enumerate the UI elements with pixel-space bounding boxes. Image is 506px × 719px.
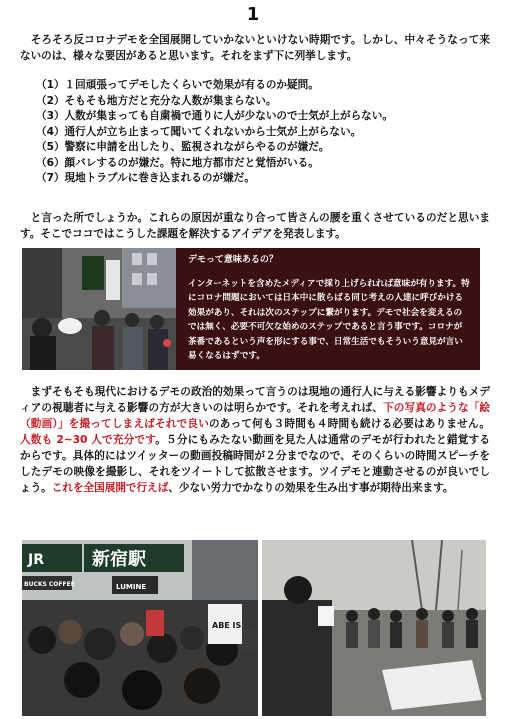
conclusion-paragraph: と言った所でしょうか。これらの原因が重なり合って皆さんの腰を重くさせているのだと思います。そこでココではこうした課題を解決するアイデアを発表します。: [20, 212, 490, 240]
shop-sign: BUCKS COFFEE: [24, 581, 75, 588]
rally-speech-photo: [262, 540, 486, 716]
intro-paragraph: そろそろ反コロナデモを全国展開していかないといけない時期です。しかし、中々そうなって来ないのは、様々な要因があると思います。それをまず下に列挙します。: [20, 34, 490, 62]
page-number: 1: [246, 4, 260, 25]
list-item: （4）通行人が立ち止まって聞いてくれないから士気が上がらない。: [36, 125, 362, 138]
list-item: （7）現地トラブルに巻き込まれるのが嫌だ。: [36, 172, 255, 184]
highlight-text-1: 下の写真のような「絵（動画）」を撮ってしまえばそれで良い: [20, 402, 491, 430]
lumine-sign: LUMINE: [116, 583, 147, 591]
problem-list: [36, 78, 476, 187]
info-box-title: デモって意味あるの？: [188, 255, 278, 265]
station-logo: JR: [28, 552, 44, 568]
list-item: （6）顔バレするのが嫌だ。特に地方都市だと覚悟がいる。: [36, 156, 319, 169]
list-item: （1）１回頑張ってデモしたくらいで効果が有るのか疑問。: [36, 79, 319, 91]
info-box-body: インターネットを含めたメディアで採り上げられれば意味が有ります。特にコロナ問題においては日本中に散らばる同じ考えの人達に呼びかける効果があり、それは次のステップに繋がります。デモで社会を変えるのでは無く、必要不可欠な始めのステップであると言う事です。コロナが茶番であるという声を形にする事で、日常生活でもそういう意見が言い易くなるはずです。: [188, 279, 470, 362]
station-sign: 新宿駅: [92, 549, 146, 570]
shinjuku-station-photo: [22, 540, 258, 716]
street-demo-photo: [22, 248, 176, 370]
highlight-text-2: 人数も 2~30 人で充分です: [20, 434, 156, 446]
list-item: （5）警察に申請を出したり、監視されながらやるのが嫌だ。: [36, 141, 330, 153]
placard-text: ABE IS: [212, 621, 242, 630]
main-text-2: のあって何も３時間も４時間も続ける必要はありません。: [209, 418, 491, 430]
main-text-3: 。５分にもみたない動画を見た人は通常のデモが行われたと錯覚するからです。具体的にはツイッターの動画投稿時間が２分までなので、そのくらいの時間スピーチをしたデモの映像を撮影し、それをツイートして拡散させます。ツイデモと連動させるのが良いでしょう。: [20, 434, 490, 494]
highlight-text-3: これを全国展開で行えば: [51, 482, 169, 494]
info-box: [176, 248, 480, 370]
list-item: （3）人数が集まっても自粛禍で通りに人が少ないので士気が上がらない。: [36, 110, 393, 122]
list-item: （2）そもそも地方だと充分な人数が集まらない。: [36, 94, 277, 107]
main-text-1: まずそもそも現代におけるデモの政治的効果って言うのは現地の通行人に与える影響よりもメディアの視聴者に与える影響の方が大きいのは明らかです。それを考えれば、: [20, 386, 490, 414]
main-paragraph: [20, 384, 490, 496]
main-text-4: 、少ない労力でかなりの効果を生み出す事が期待出来ます。: [168, 482, 454, 494]
